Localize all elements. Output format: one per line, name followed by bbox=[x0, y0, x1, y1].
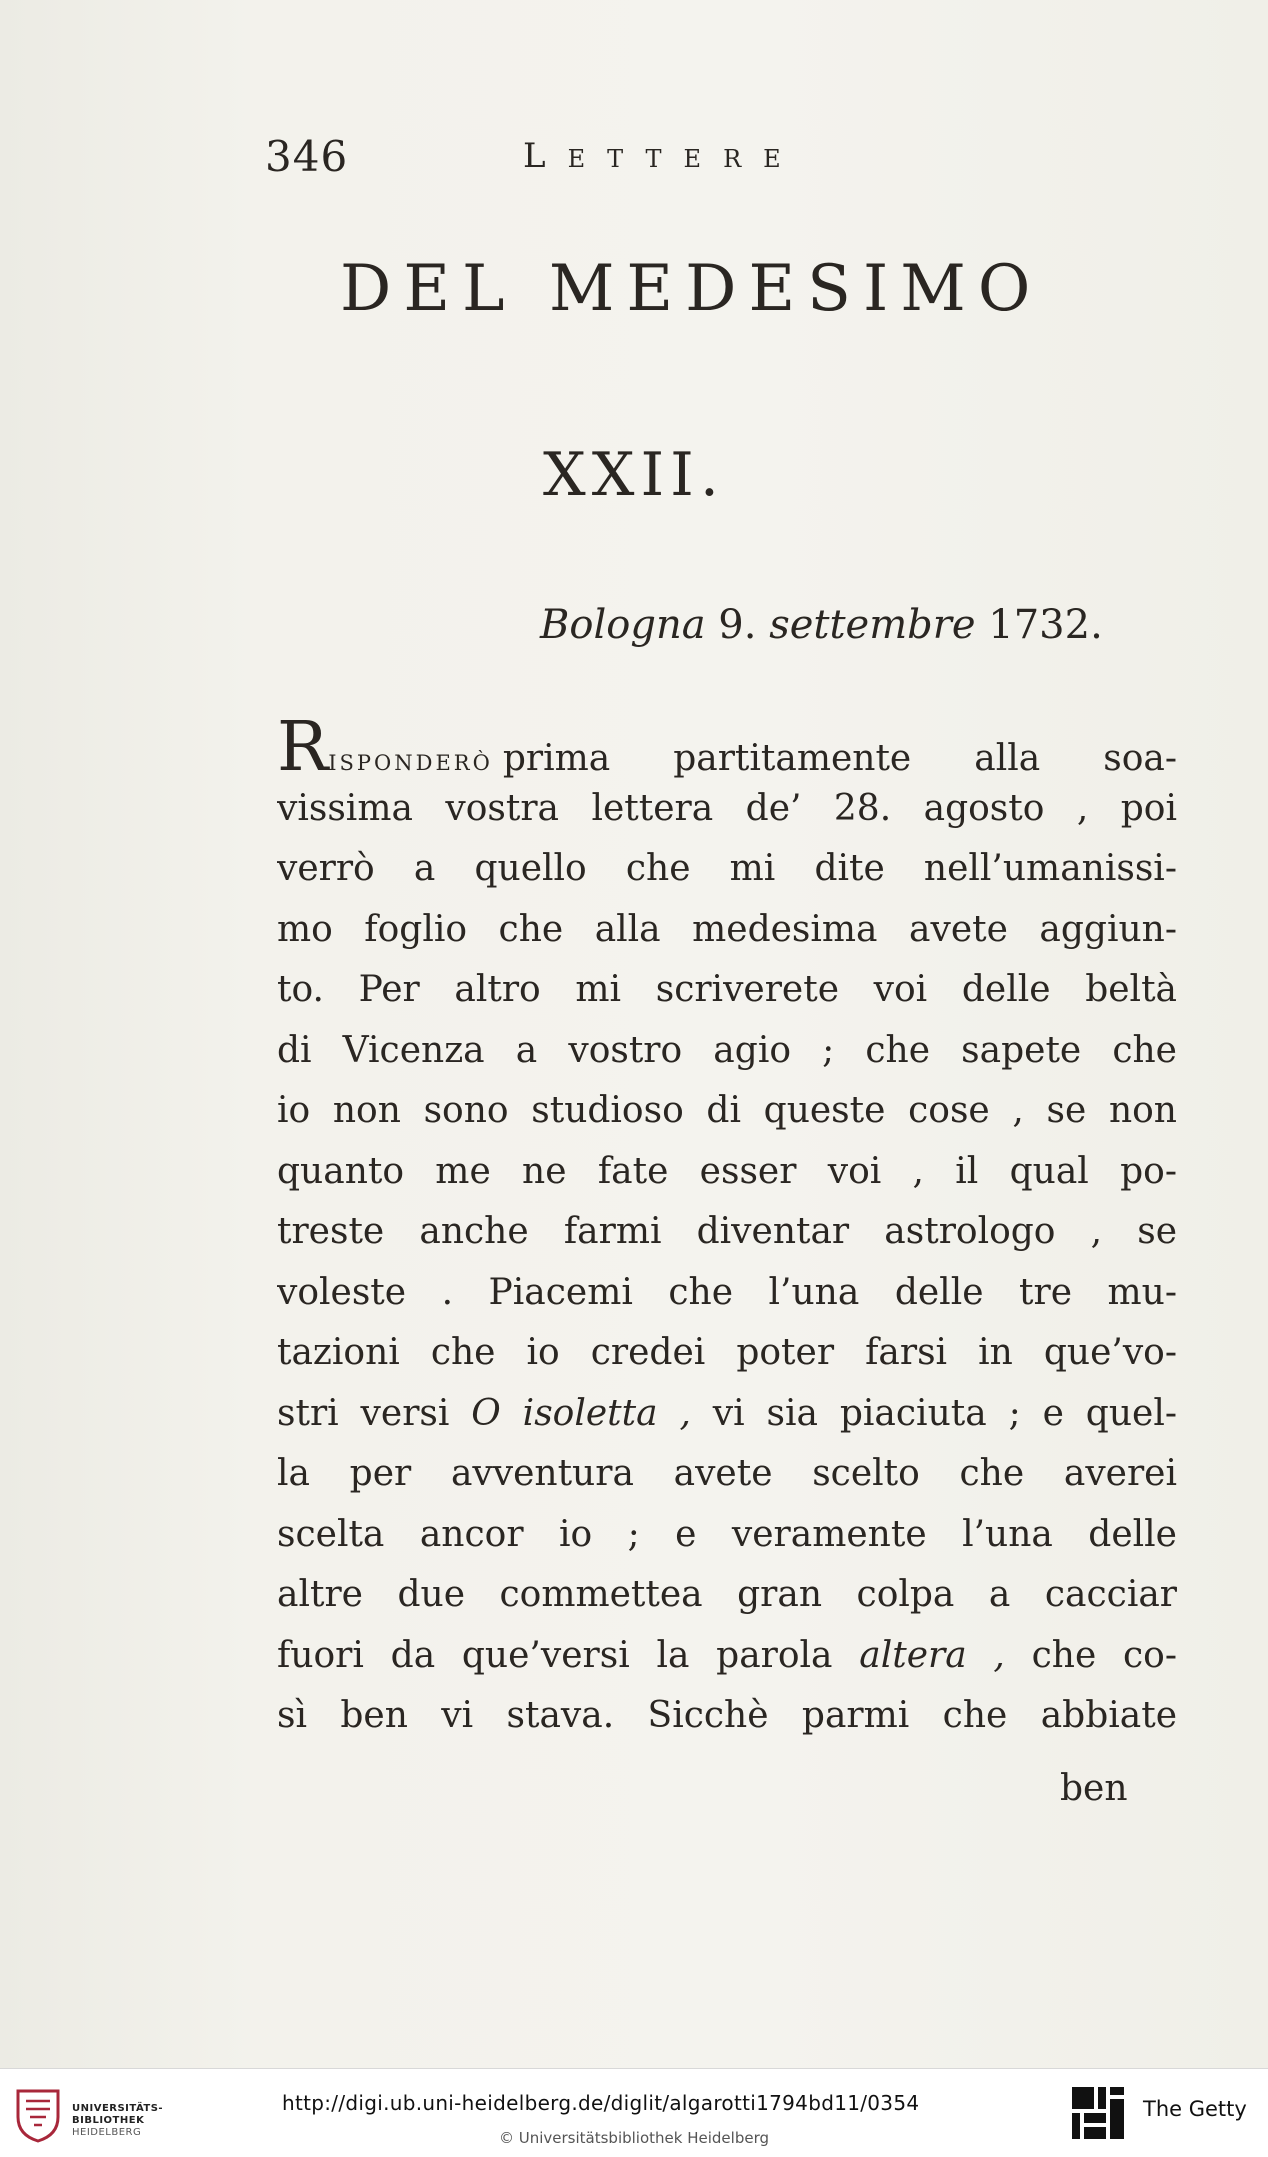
running-head bbox=[265, 132, 1025, 182]
viewer-footer bbox=[0, 2068, 1268, 2157]
text-line: sì ben vi stava. Sicchè parmi che abbiate bbox=[277, 1695, 1177, 1736]
text-line: io non sono studioso di queste cose , se non bbox=[277, 1090, 1177, 1131]
letter-number: XXII. bbox=[543, 440, 725, 510]
dateline-place: Bologna bbox=[540, 602, 706, 648]
text-line: to. Per altro mi scriverete voi delle beltà bbox=[277, 969, 1177, 1010]
text-line: treste anche farmi diventar astrologo , se bbox=[277, 1211, 1177, 1252]
text-segment: che co- bbox=[1004, 1634, 1177, 1676]
text-line: voleste . Piacemi che l’una delle tre mu- bbox=[277, 1271, 1177, 1313]
copyright-notice: © Universitätsbibliothek Heidelberg bbox=[498, 2129, 769, 2147]
first-word-smallcaps: isponderò bbox=[328, 743, 493, 778]
partner-name: The Getty bbox=[1143, 2097, 1247, 2121]
letter-heading: DEL MEDESIMO bbox=[340, 252, 1043, 326]
text-line bbox=[277, 1626, 1177, 1687]
getty-logo-icon[interactable] bbox=[1068, 2083, 1128, 2143]
text-line bbox=[277, 1384, 1177, 1445]
text-line: di Vicenza a vostro agio ; che sapete che bbox=[277, 1029, 1177, 1071]
dateline-month: settembre bbox=[769, 602, 976, 648]
drop-cap: R bbox=[277, 718, 329, 779]
text-line: mo foglio che alla medesima avete aggiun- bbox=[277, 908, 1177, 950]
dateline-year: 1732. bbox=[988, 602, 1103, 648]
letter-body bbox=[277, 718, 1177, 1747]
italic-word: altera , bbox=[859, 1634, 1005, 1676]
running-title: Lettere bbox=[523, 136, 803, 176]
permalink-url[interactable]: http://digi.ub.uni-heidelberg.de/diglit/algarotti1794bd11/0354 bbox=[282, 2091, 920, 2115]
first-line-rest: prima partitamente alla soa- bbox=[502, 738, 1177, 779]
text-line: scelta ancor io ; e veramente l’una delle bbox=[277, 1513, 1177, 1555]
text-segment: stri versi bbox=[277, 1392, 472, 1434]
dateline-day: 9. bbox=[718, 602, 757, 648]
text-line: la per avventura avete scelto che averei bbox=[277, 1453, 1177, 1494]
text-line: quanto me ne fate esser voi , il qual po- bbox=[277, 1150, 1177, 1192]
text-line: altre due commettea gran colpa a cacciar bbox=[277, 1574, 1177, 1615]
italic-title: O isoletta , bbox=[471, 1392, 691, 1434]
page-number: 346 bbox=[265, 132, 349, 181]
catchword: ben bbox=[1060, 1768, 1128, 1809]
text-line: vissima vostra lettera de’ 28. agosto , poi bbox=[277, 787, 1177, 829]
text-line: verrò a quello che mi dite nell’umanissi- bbox=[277, 848, 1177, 889]
dateline bbox=[540, 602, 1180, 648]
text-line: tazioni che io credei poter farsi in que’vo- bbox=[277, 1332, 1177, 1373]
university-name: UNIVERSITÄTS- BIBLIOTHEK HEIDELBERG bbox=[72, 2103, 164, 2138]
text-segment: vi sia piaciuta ; e quel- bbox=[690, 1392, 1177, 1434]
text-line bbox=[277, 718, 1177, 779]
text-segment: fuori da que’versi la parola bbox=[277, 1634, 860, 1676]
